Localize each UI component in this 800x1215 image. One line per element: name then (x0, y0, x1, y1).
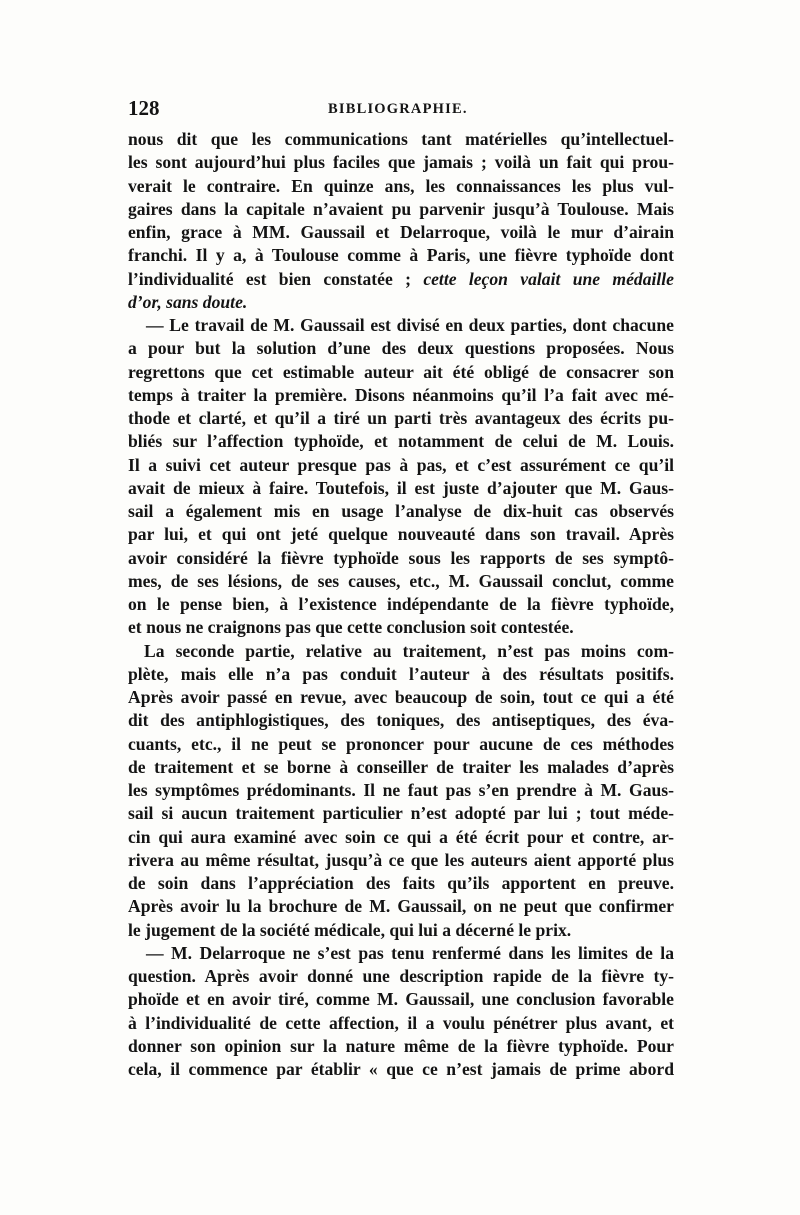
text-line: rivera au même résultat, jusqu’à ce que les auteurs aient apporté plus (128, 849, 674, 870)
text-line: gaires dans la capitale n’avaient pu parvenir jusqu’à Toulouse. Mais (128, 198, 674, 219)
text-line: phoïde et en avoir tiré, comme M. Gaussail, une conclusion favorable (128, 989, 674, 1010)
text-line: sail a également mis en usage l’analyse de dix-huit cas observés (128, 501, 674, 521)
text-line: donner son opinion sur la nature même de la fièvre typhoïde. Pour (128, 1035, 674, 1056)
text-line: — Le travail de M. Gaussail est divisé en deux parties, dont chacune (146, 315, 674, 335)
text-line: avoir considéré la fièvre typhoïde sous les rapports de ses symptô- (128, 547, 674, 568)
text-line: bliés sur l’affection typhoïde, et notamment de celui de M. Louis. (128, 431, 674, 452)
text-line: regrettons que cet estimable auteur ait été obligé de consacrer son (128, 361, 674, 382)
text-line: enfin, grace à MM. Gaussail et Delarroque, voilà le mur d’airain (128, 222, 674, 242)
text-line: on le pense bien, à l’existence indépendante de la fièvre typhoïde, (128, 594, 674, 614)
text-line: cela, il commence par établir « que ce n’est jamais de prime abord (128, 1059, 674, 1079)
italic-phrase: cette leçon valait une médaille (423, 268, 674, 289)
body-text (128, 128, 674, 1081)
text-line: de traitement et se borne à conseiller de traiter les malades d’après (128, 756, 674, 777)
section-title: BIBLIOGRAPHIE. (328, 101, 468, 117)
text-line: nous dit que les communications tant matérielles qu’intellectuel- (128, 129, 674, 149)
running-head (128, 96, 674, 126)
text-line: de soin dans l’appréciation des faits qu’ils apportent en preuve. (128, 873, 674, 893)
text-line-mixed (128, 268, 674, 291)
text-line: plète, mais elle n’a pas conduit l’auteur à des résultats positifs. (128, 663, 674, 684)
text-line: cin qui aura examiné avec soin ce qui a été écrit pour et contre, ar- (128, 826, 674, 847)
text-line: a pour but la solution d’une des deux questions proposées. Nous (128, 338, 674, 359)
text-line: mes, de ses lésions, de ses causes, etc., M. Gaussail conclut, comme (128, 570, 674, 591)
text-line: La seconde partie, relative au traitement, n’est pas moins com- (144, 640, 674, 661)
text-line: sail si aucun traitement particulier n’est adopté par lui ; tout méde- (128, 803, 674, 824)
text-line: verait le contraire. En quinze ans, les connaissances les plus vul- (128, 175, 674, 196)
text-line: cuants, etc., il ne peut se prononcer pour aucune de ces méthodes (128, 733, 674, 754)
text-line: dit des antiphlogistiques, des toniques, des antiseptiques, des éva- (128, 710, 674, 731)
page-number: 128 (128, 96, 160, 120)
text-line: à l’individualité de cette affection, il a voulu pénétrer plus avant, et (128, 1012, 674, 1033)
text-line: les symptômes prédominants. Il ne faut pas s’en prendre à M. Gaus- (128, 780, 674, 800)
text-line: temps à traiter la première. Disons néanmoins qu’il l’a fait avec mé- (128, 384, 674, 405)
text-line: d’or, sans doute. (128, 291, 248, 312)
text-line: Après avoir passé en revue, avec beaucoup de soin, tout ce qui a été (128, 687, 674, 707)
text-line: le jugement de la société médicale, qui lui a décerné le prix. (128, 919, 572, 940)
text-line: Après avoir lu la brochure de M. Gaussail, on ne peut que confirmer (128, 896, 674, 917)
text-line: — M. Delarroque ne s’est pas tenu renfermé dans les limites de la (146, 942, 674, 963)
text-line: question. Après avoir donné une description rapide de la fièvre ty- (128, 966, 674, 986)
text-line: par lui, et qui ont jeté quelque nouveauté dans son travail. Après (128, 524, 674, 545)
text-line: avait de mieux à faire. Toutefois, il est juste d’ajouter que M. Gaus- (128, 477, 674, 498)
text-run: l’individualité est bien constatée ; (128, 268, 411, 289)
text-line: Il a suivi cet auteur presque pas à pas, et c’est assurément ce qu’il (128, 454, 674, 475)
text-line: franchi. Il y a, à Toulouse comme à Paris, une fièvre typhoïde dont (128, 245, 674, 266)
text-line: thode et clarté, et qu’il a tiré un parti très avantageux des écrits pu- (128, 408, 674, 428)
text-line: les sont aujourd’hui plus faciles que jamais ; voilà un fait qui prou- (128, 152, 674, 173)
text-line: et nous ne craignons pas que cette conclusion soit contestée. (128, 617, 574, 638)
